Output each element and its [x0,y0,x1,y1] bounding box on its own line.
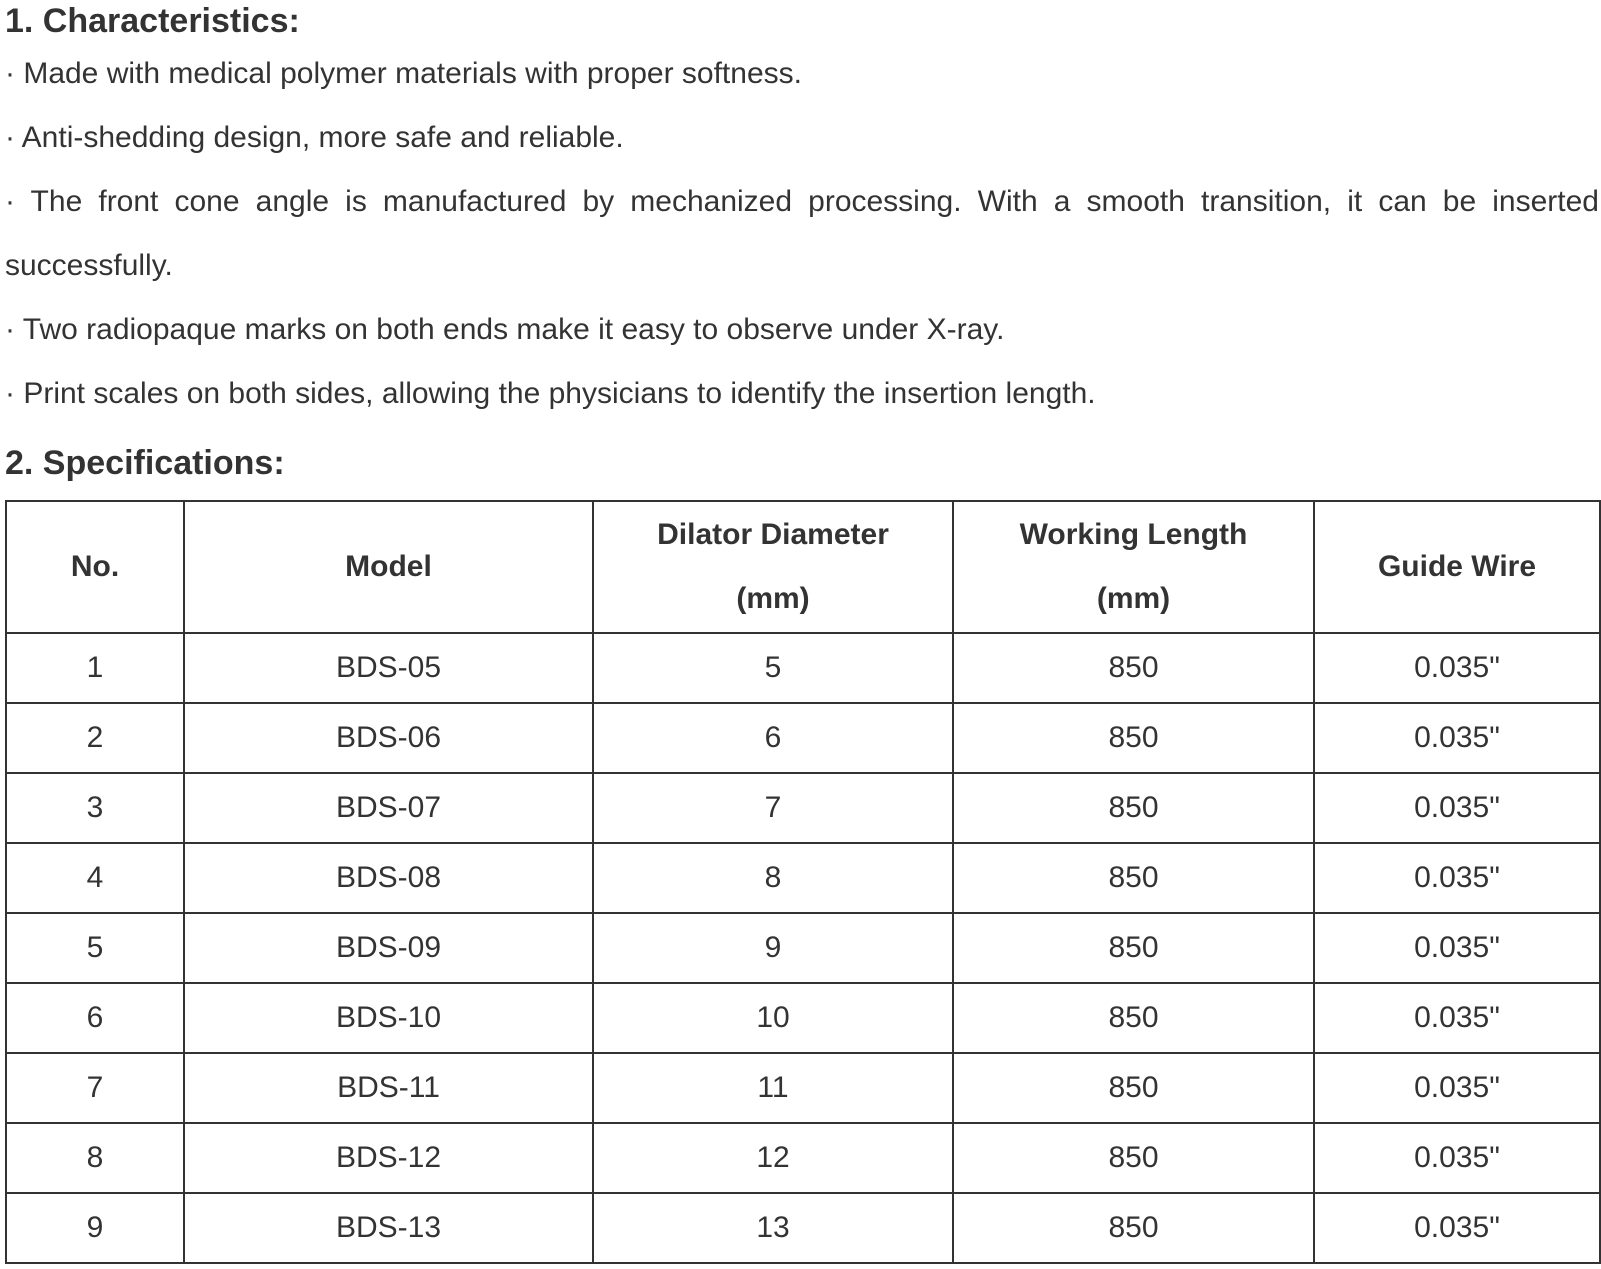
specifications-table [5,500,1601,1264]
characteristic-item: · Anti-shedding design, more safe and reliable. [5,121,624,154]
cell-length: 850 [953,843,1314,913]
characteristics-title: 1. Characteristics: [5,2,300,40]
cell-no: 2 [6,703,184,773]
cell-no: 7 [6,1053,184,1123]
header-no: No. [6,501,184,633]
table-row [6,1053,1600,1123]
header-guide-wire: Guide Wire [1314,501,1600,633]
cell-length: 850 [953,633,1314,703]
cell-model: BDS-13 [184,1193,593,1263]
cell-diameter: 13 [593,1193,953,1263]
table-row [6,773,1600,843]
cell-guide-wire: 0.035" [1314,633,1600,703]
cell-model: BDS-10 [184,983,593,1053]
table-header-row [6,501,1600,633]
header-model: Model [184,501,593,633]
cell-diameter: 12 [593,1123,953,1193]
table-row [6,913,1600,983]
cell-length: 850 [953,1123,1314,1193]
cell-no: 5 [6,913,184,983]
cell-no: 4 [6,843,184,913]
cell-diameter: 5 [593,633,953,703]
cell-model: BDS-05 [184,633,593,703]
table-row [6,633,1600,703]
characteristic-item: · Made with medical polymer materials with proper softness. [5,57,802,90]
cell-model: BDS-07 [184,773,593,843]
cell-length: 850 [953,773,1314,843]
cell-guide-wire: 0.035" [1314,1123,1600,1193]
characteristics-list [5,42,1599,426]
cell-guide-wire: 0.035" [1314,913,1600,983]
table-row [6,703,1600,773]
cell-model: BDS-12 [184,1123,593,1193]
cell-length: 850 [953,1193,1314,1263]
cell-diameter: 8 [593,843,953,913]
cell-no: 6 [6,983,184,1053]
cell-no: 9 [6,1193,184,1263]
cell-length: 850 [953,913,1314,983]
characteristic-item: · Print scales on both sides, allowing the physicians to identify the insertion length. [5,377,1096,410]
cell-model: BDS-06 [184,703,593,773]
cell-model: BDS-09 [184,913,593,983]
cell-diameter: 9 [593,913,953,983]
specifications-title: 2. Specifications: [5,444,285,482]
cell-length: 850 [953,1053,1314,1123]
table-row [6,843,1600,913]
characteristic-item: · Two radiopaque marks on both ends make it easy to observe under X-ray. [5,313,1005,346]
cell-no: 8 [6,1123,184,1193]
header-dilator-diameter: Dilator Diameter (mm) [593,501,953,633]
cell-guide-wire: 0.035" [1314,1193,1600,1263]
cell-no: 3 [6,773,184,843]
cell-length: 850 [953,703,1314,773]
cell-diameter: 6 [593,703,953,773]
characteristic-item: · The front cone angle is manufactured by mechanized processing. With a smooth transition, it can be inserted successfully. [5,185,1599,282]
header-working-length: Working Length (mm) [953,501,1314,633]
table-row [6,983,1600,1053]
cell-diameter: 11 [593,1053,953,1123]
cell-guide-wire: 0.035" [1314,1053,1600,1123]
table-row [6,1193,1600,1263]
cell-no: 1 [6,633,184,703]
cell-guide-wire: 0.035" [1314,983,1600,1053]
cell-diameter: 7 [593,773,953,843]
cell-guide-wire: 0.035" [1314,843,1600,913]
cell-guide-wire: 0.035" [1314,773,1600,843]
cell-model: BDS-08 [184,843,593,913]
table-row [6,1123,1600,1193]
product-description [5,0,1599,1264]
cell-length: 850 [953,983,1314,1053]
cell-model: BDS-11 [184,1053,593,1123]
cell-diameter: 10 [593,983,953,1053]
cell-guide-wire: 0.035" [1314,703,1600,773]
